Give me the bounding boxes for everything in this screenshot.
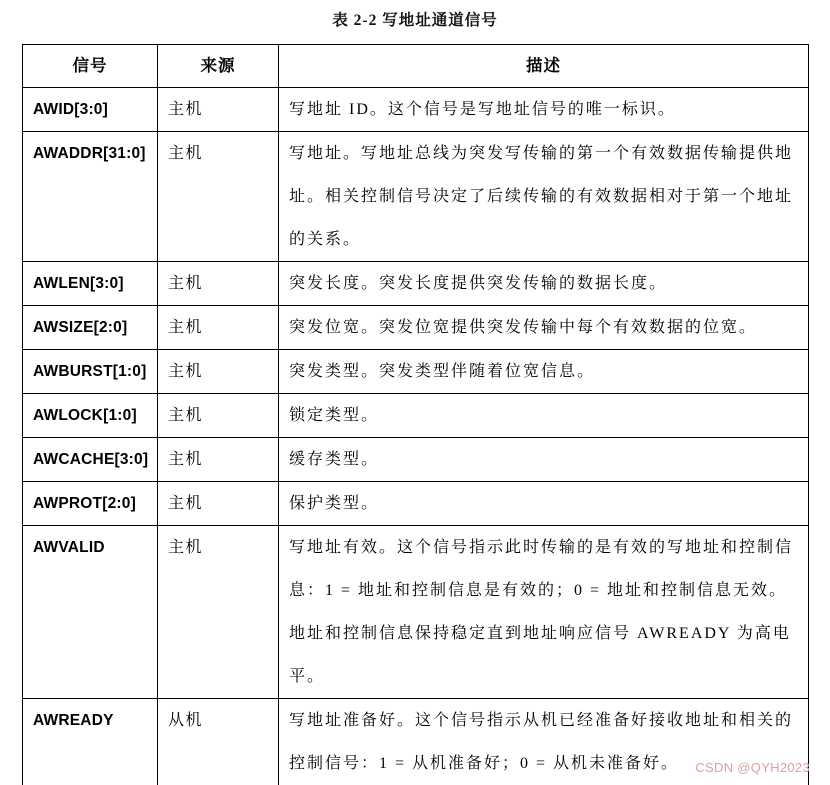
signal-name: AWLOCK[1:0] <box>23 394 158 438</box>
table-row <box>23 482 809 526</box>
signal-source: 主机 <box>158 132 279 262</box>
table-row <box>23 350 809 394</box>
table-row <box>23 699 809 785</box>
signal-source: 主机 <box>158 350 279 394</box>
table-caption: 表 2-2 写地址通道信号 <box>332 12 498 29</box>
signal-description: 突发长度。突发长度提供突发传输的数据长度。 <box>279 262 809 306</box>
signal-name: AWREADY <box>23 699 158 785</box>
header-signal: 信号 <box>23 45 158 88</box>
signal-description: 写地址。写地址总线为突发写传输的第一个有效数据传输提供地址。相关控制信号决定了后续传输的有效数据相对于第一个地址的关系。 <box>279 132 809 262</box>
signal-name: AWBURST[1:0] <box>23 350 158 394</box>
table-row <box>23 306 809 350</box>
signal-source: 主机 <box>158 88 279 132</box>
table-body <box>23 88 809 785</box>
signal-source: 主机 <box>158 438 279 482</box>
signal-name: AWSIZE[2:0] <box>23 306 158 350</box>
signal-description: 写地址有效。这个信号指示此时传输的是有效的写地址和控制信息：1 = 地址和控制信息是有效的；0 = 地址和控制信息无效。地址和控制信息保持稳定直到地址响应信号 AWREADY 为高电平。 <box>279 526 809 699</box>
signal-description: 缓存类型。 <box>279 438 809 482</box>
header-source: 来源 <box>158 45 279 88</box>
signal-description: 突发位宽。突发位宽提供突发传输中每个有效数据的位宽。 <box>279 306 809 350</box>
signal-description: 写地址准备好。这个信号指示从机已经准备好接收地址和相关的控制信号：1 = 从机准备好；0 = 从机未准备好。 <box>279 699 809 785</box>
signal-source: 主机 <box>158 306 279 350</box>
table-row <box>23 438 809 482</box>
table-row <box>23 262 809 306</box>
signal-source: 从机 <box>158 699 279 785</box>
signal-source: 主机 <box>158 526 279 699</box>
signal-name: AWADDR[31:0] <box>23 132 158 262</box>
table-row <box>23 132 809 262</box>
signal-name: AWCACHE[3:0] <box>23 438 158 482</box>
signal-source: 主机 <box>158 482 279 526</box>
signal-name: AWVALID <box>23 526 158 699</box>
watermark: CSDN @QYH2023 <box>695 760 810 775</box>
signal-name: AWLEN[3:0] <box>23 262 158 306</box>
signal-table <box>22 44 809 785</box>
signal-source: 主机 <box>158 262 279 306</box>
header-row <box>23 45 809 88</box>
table-row <box>23 88 809 132</box>
signal-description: 保护类型。 <box>279 482 809 526</box>
signal-name: AWPROT[2:0] <box>23 482 158 526</box>
signal-description: 写地址 ID。这个信号是写地址信号的唯一标识。 <box>279 88 809 132</box>
signal-name: AWID[3:0] <box>23 88 158 132</box>
header-description: 描述 <box>279 45 809 88</box>
table-row <box>23 394 809 438</box>
signal-description: 锁定类型。 <box>279 394 809 438</box>
signal-description: 突发类型。突发类型伴随着位宽信息。 <box>279 350 809 394</box>
table-row <box>23 526 809 699</box>
signal-source: 主机 <box>158 394 279 438</box>
